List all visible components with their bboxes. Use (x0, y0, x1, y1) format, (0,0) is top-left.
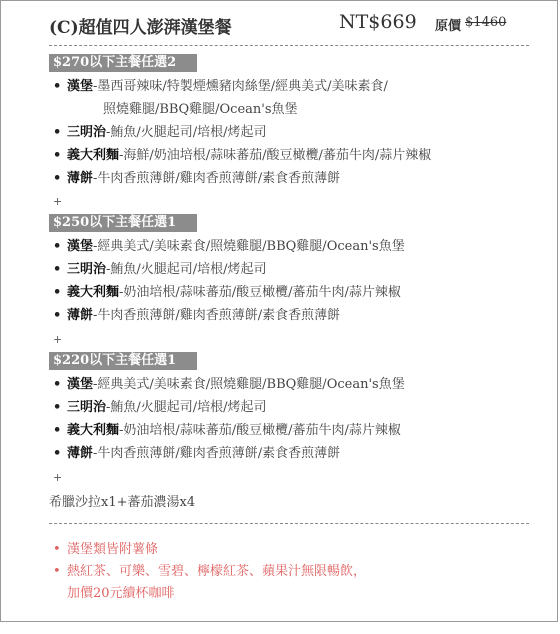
item-category: 三明治 (67, 400, 107, 415)
list-item (53, 396, 405, 419)
list-item (53, 121, 431, 144)
original-price: $1460 (465, 15, 507, 30)
plus-sign: + (53, 195, 63, 208)
item-text: -牛肉香煎薄餅/雞肉香煎薄餅/素食香煎薄餅 (93, 308, 341, 323)
item-text: -鮪魚/火腿起司/培根/烤起司 (106, 125, 267, 140)
item-category: 義大利麵 (67, 423, 120, 438)
bullet-icon: • (53, 125, 62, 140)
bullet-icon: • (53, 423, 62, 438)
note-text: 漢堡類皆附薯條 (67, 542, 159, 557)
section-250-list (53, 235, 405, 327)
bullet-icon: • (53, 542, 61, 557)
bullet-icon: • (53, 79, 62, 94)
side-items: 希臘沙拉x1+蕃茄濃湯x4 (49, 495, 196, 510)
item-text: -牛肉香煎薄餅/雞肉香煎薄餅/素食香煎薄餅 (93, 446, 341, 461)
section-270-list (53, 75, 431, 190)
menu-title: (C)超值四人澎湃漢堡餐 (49, 18, 232, 38)
section-label-250: $250以下主餐任選1 (49, 214, 197, 232)
item-text: -海鮮/奶油培根/蒜味蕃茄/酸豆橄欖/蕃茄牛肉/蒜片辣椒 (119, 148, 432, 163)
item-category: 三明治 (67, 125, 107, 140)
bullet-icon: • (53, 285, 62, 300)
top-divider (49, 45, 529, 46)
item-category: 薄餅 (67, 446, 94, 461)
plus-sign: + (53, 333, 63, 346)
item-category: 漢堡 (67, 377, 94, 392)
item-category: 薄餅 (67, 308, 94, 323)
list-item (53, 442, 405, 465)
list-item (53, 167, 431, 190)
section-220-list (53, 373, 405, 465)
item-text: -奶油培根/蒜味蕃茄/酸豆橄欖/蕃茄牛肉/蒜片辣椒 (119, 285, 401, 300)
bullet-icon: • (53, 239, 62, 254)
list-item (53, 281, 405, 304)
plus-sign: + (53, 471, 63, 484)
list-item (53, 258, 405, 281)
item-category: 薄餅 (67, 171, 94, 186)
item-category: 三明治 (67, 262, 107, 277)
menu-header (49, 9, 519, 39)
item-category: 漢堡 (67, 79, 94, 94)
list-item (53, 144, 431, 167)
item-text: -經典美式/美味素食/照燒雞腿/BBQ雞腿/Ocean's魚堡 (93, 377, 405, 392)
list-item (53, 235, 405, 258)
set-price: NT$669 (339, 11, 417, 33)
item-text: -經典美式/美味素食/照燒雞腿/BBQ雞腿/Ocean's魚堡 (93, 239, 405, 254)
bullet-icon: • (53, 308, 62, 323)
list-item (53, 419, 405, 442)
item-text: -奶油培根/蒜味蕃茄/酸豆橄欖/蕃茄牛肉/蒜片辣椒 (119, 423, 401, 438)
item-category: 漢堡 (67, 239, 94, 254)
section-label-220: $220以下主餐任選1 (49, 352, 197, 370)
item-text: -牛肉香煎薄餅/雞肉香煎薄餅/素食香煎薄餅 (93, 171, 341, 186)
note-item (53, 539, 366, 561)
bullet-icon: • (53, 564, 61, 579)
bottom-divider (49, 523, 529, 524)
item-category: 義大利麵 (67, 148, 120, 163)
note-continuation: 加價20元續杯咖啡 (67, 586, 175, 601)
bullet-icon: • (53, 377, 62, 392)
note-item (53, 561, 366, 605)
list-item (53, 373, 405, 396)
notes-list (53, 539, 366, 605)
item-text: -墨西哥辣味/特製煙燻豬肉絲堡/經典美式/美味素食/ (93, 79, 388, 94)
bullet-icon: • (53, 446, 62, 461)
item-text: -鮪魚/火腿起司/培根/烤起司 (106, 262, 267, 277)
item-continuation: 照燒雞腿/BBQ雞腿/Ocean's魚堡 (103, 102, 298, 117)
original-price-label: 原價 (435, 19, 462, 34)
bullet-icon: • (53, 400, 62, 415)
list-item (53, 75, 431, 121)
list-item (53, 304, 405, 327)
bullet-icon: • (53, 262, 62, 277)
section-label-270: $270以下主餐任選2 (49, 54, 197, 72)
bullet-icon: • (53, 148, 62, 163)
bullet-icon: • (53, 171, 62, 186)
item-category: 義大利麵 (67, 285, 120, 300)
item-text: -鮪魚/火腿起司/培根/烤起司 (106, 400, 267, 415)
note-text: 熱紅茶、可樂、雪碧、檸檬紅茶、蘋果汁無限暢飲， (67, 564, 367, 579)
